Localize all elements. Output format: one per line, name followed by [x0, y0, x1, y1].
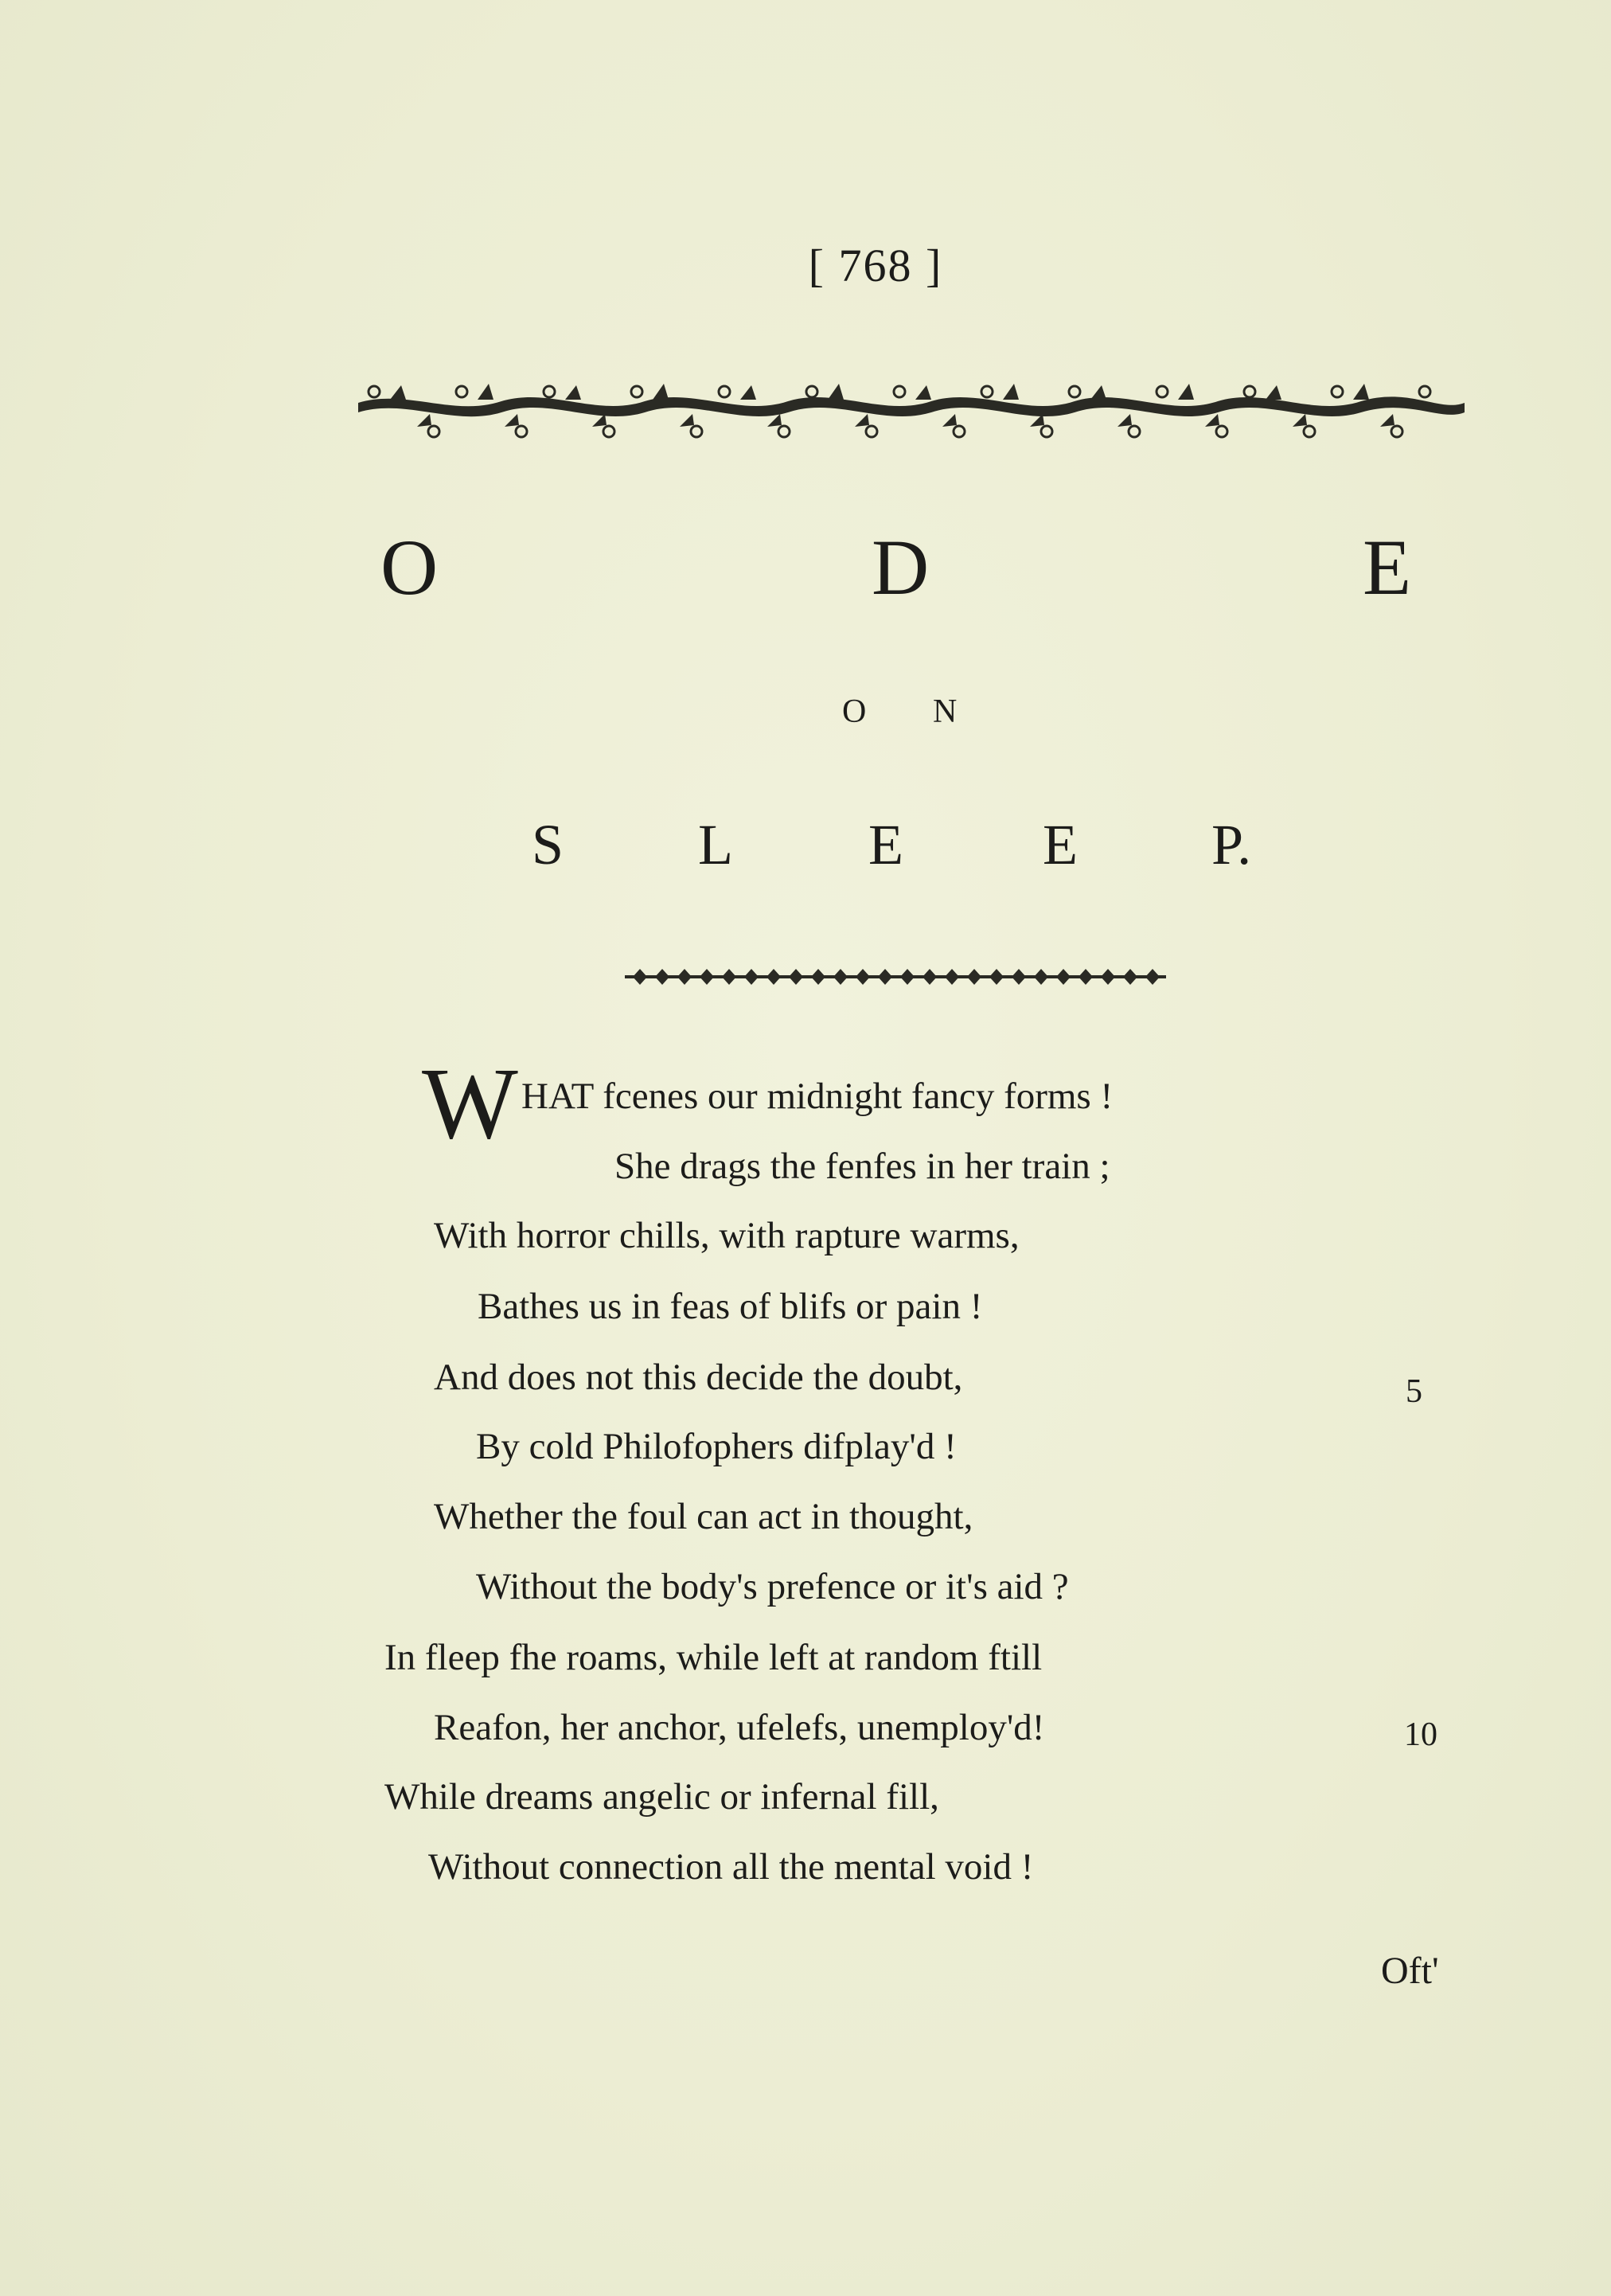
- subtitle-letter-o: O: [842, 693, 867, 730]
- poem-line: Whether the foul can act in thought,: [434, 1496, 973, 1537]
- poem-line: With horror chills, with rapture warms,: [434, 1215, 1020, 1256]
- poem-line: She drags the fenfes in her train ;: [614, 1146, 1110, 1187]
- line-number: 10: [1404, 1716, 1437, 1753]
- drop-cap: W: [422, 1047, 518, 1160]
- title-letter-d: D: [872, 523, 930, 611]
- poem-line: And does not this decide the doubt,: [434, 1357, 963, 1398]
- heading-letter-l: L: [698, 813, 733, 877]
- line-number: 5: [1406, 1373, 1422, 1410]
- catchword: Oft': [1381, 1950, 1439, 1992]
- decorative-rule: [625, 965, 1166, 989]
- poem-line: Without the body's prefence or it's aid ?: [476, 1566, 1069, 1607]
- poem-line: While dreams angelic or infernal fill,: [384, 1776, 939, 1818]
- poem-line: By cold Philofophers difplay'd !: [476, 1426, 957, 1467]
- heading-letter-e: E: [1043, 813, 1078, 877]
- page-number: [ 768 ]: [808, 240, 943, 291]
- title-letter-o: O: [380, 523, 439, 611]
- poem-line: Reafon, her anchor, ufelefs, unemploy'd!: [434, 1707, 1045, 1748]
- subtitle-letter-n: N: [933, 693, 958, 730]
- title-letter-e: E: [1363, 523, 1412, 611]
- poem-line: Bathes us in feas of blifs or pain !: [478, 1286, 983, 1327]
- poem-line: Without connection all the mental void !: [428, 1846, 1034, 1888]
- floral-ornament-band: [358, 381, 1465, 446]
- poem-line: HAT fcenes our midnight fancy forms !: [521, 1076, 1114, 1117]
- heading-letter-e: E: [868, 813, 903, 877]
- heading-letter-p: P.: [1211, 813, 1252, 877]
- poem-line: In fleep fhe roams, while left at random ftill: [384, 1637, 1043, 1678]
- heading-letter-s: S: [532, 813, 564, 877]
